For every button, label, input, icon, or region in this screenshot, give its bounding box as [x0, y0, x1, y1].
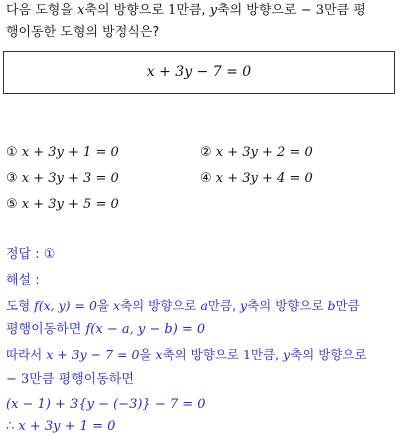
- math-expression: (x − 1) + 3{y − (−3)} − 7 = 0: [6, 397, 206, 412]
- therefore-symbol: ∴: [6, 419, 19, 434]
- choice-2[interactable]: [200, 145, 313, 160]
- question-text: 다음 도형을: [6, 3, 78, 18]
- question-text: 축의 방향으로: [84, 3, 169, 18]
- math-expression: f(x, y) = 0: [34, 298, 97, 313]
- num-shift-y: − 3: [6, 372, 30, 387]
- answer-line: [6, 246, 55, 264]
- given-equation-box: [3, 51, 395, 94]
- question-line-2: [6, 24, 159, 42]
- choice-expression: x + 3y + 1 = 0: [21, 145, 119, 160]
- explanation-line-4: [6, 371, 134, 389]
- math-expression: x + 3y − 7 = 0: [46, 347, 140, 362]
- explanation-heading: 해설 :: [6, 273, 40, 288]
- choice-mark: ④: [200, 171, 212, 186]
- question-text: 행이동한 도형의 방정식은?: [6, 25, 160, 40]
- explanation-text: 평행이동하면: [6, 322, 86, 337]
- num-shift-x: 1: [242, 347, 251, 362]
- choice-expression: x + 3y + 3 = 0: [21, 171, 119, 186]
- var-y: y: [240, 298, 248, 313]
- explanation-text: 만큼 평행이동하면: [29, 372, 134, 387]
- var-x: x: [155, 347, 163, 362]
- num-shift-y: − 3: [300, 3, 324, 18]
- choice-mark: ⑤: [6, 197, 18, 212]
- explanation-line-3: [6, 346, 367, 364]
- question-line-1: [6, 2, 366, 20]
- choice-mark: ③: [6, 171, 18, 186]
- var-y: y: [209, 3, 218, 18]
- final-equation: x + 3y + 1 = 0: [18, 419, 116, 434]
- var-a: a: [200, 298, 208, 313]
- explanation-line-5: [6, 396, 206, 414]
- answer-value: ①: [43, 247, 56, 262]
- choice-4[interactable]: [200, 171, 313, 186]
- answer-label: 정답 :: [6, 247, 44, 262]
- choice-mark: ②: [200, 145, 212, 160]
- explanation-text: 도형: [6, 298, 35, 313]
- explanation-line-1: [6, 297, 360, 315]
- var-y: y: [283, 347, 291, 362]
- explanation-text: 축의 방향으로: [247, 298, 328, 313]
- choice-5[interactable]: [6, 197, 119, 212]
- question-text: 축의 방향으로: [217, 3, 301, 18]
- question-text: 만큼 평: [323, 3, 366, 18]
- choice-3[interactable]: [6, 171, 119, 186]
- choice-1[interactable]: [6, 145, 119, 160]
- explanation-text: 만큼: [335, 298, 360, 313]
- choice-expression: x + 3y + 2 = 0: [215, 145, 313, 160]
- choice-mark: ①: [6, 145, 18, 160]
- explanation-text: 을: [139, 347, 156, 362]
- explanation-text: 을: [96, 298, 113, 313]
- explanation-text: 만큼,: [250, 347, 284, 362]
- question-text: 만큼,: [176, 3, 210, 18]
- explanation-line-2: [6, 321, 205, 339]
- explanation-label: [6, 272, 40, 290]
- explanation-text: 따라서: [6, 347, 47, 362]
- math-expression: f(x − a, y − b) = 0: [85, 322, 206, 337]
- var-x: x: [113, 298, 121, 313]
- choice-expression: x + 3y + 4 = 0: [215, 171, 313, 186]
- explanation-line-6: [6, 418, 115, 436]
- var-b: b: [327, 298, 336, 313]
- explanation-text: 축의 방향으로: [290, 347, 367, 362]
- var-x: x: [77, 3, 85, 18]
- explanation-text: 만큼,: [207, 298, 241, 313]
- explanation-text: 축의 방향으로: [162, 347, 243, 362]
- given-equation: x + 3y − 7 = 0: [146, 64, 252, 80]
- num-shift-x: 1: [168, 3, 177, 18]
- choice-expression: x + 3y + 5 = 0: [21, 197, 119, 212]
- explanation-text: 축의 방향으로: [120, 298, 201, 313]
